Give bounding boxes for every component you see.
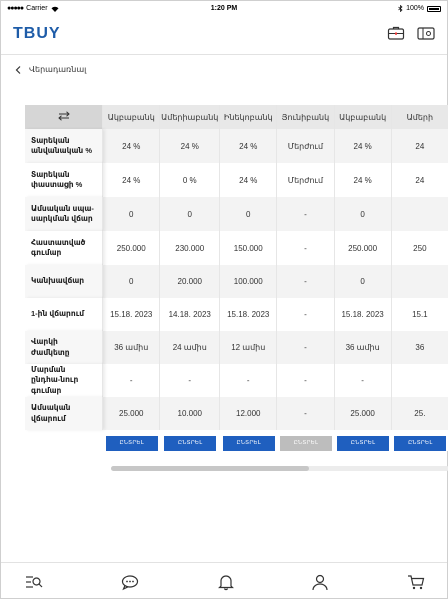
table-cell: 25.000 [103,397,160,430]
table-cell: 24 ամիս [160,331,220,364]
briefcase-icon[interactable] [387,25,405,41]
table-row [25,163,448,197]
bank-column-header: Ակբաբանկ [335,105,392,129]
row-label: Ամսական սպա-սարկման վճար [25,197,103,231]
table-cell: 24 [392,129,448,163]
table-cell: 25. [392,397,448,430]
table-row [25,265,448,298]
table-cell: - [277,298,334,331]
table-cell: - [335,364,392,397]
app-header [1,17,447,55]
table-row [25,197,448,231]
table-cell: 25.000 [335,397,392,430]
table-cell: 12 ամիս [220,331,277,364]
table-cell: 20.000 [160,265,220,298]
table-cell: 14.18. 2023 [160,298,220,331]
bank-column-header: Ակբաբանկ [103,105,160,129]
table-cell: - [220,364,277,397]
chevron-left-icon [15,66,21,74]
table-cell: 24 [392,163,448,197]
table-cell: 0 % [160,163,220,197]
row-label: Հաստատված գումար [25,231,103,265]
table-cell: 24 % [335,163,392,197]
bank-column-header: Յունիբանկ [277,105,334,129]
table-cell [392,364,448,397]
battery-percent: 100% [406,5,424,12]
table-row [25,397,448,430]
table-cell: 0 [335,197,392,231]
row-label: Տարեկան փաստացի % [25,163,103,197]
row-label: Ամսական վճարում [25,397,103,430]
table-cell: 24 % [103,129,160,163]
table-row [25,364,448,397]
table-cell: 0 [220,197,277,231]
bell-icon[interactable] [217,573,235,591]
cart-icon[interactable] [407,573,425,591]
bank-column-header: Ամերի [392,105,448,129]
table-cell: - [103,364,160,397]
logo[interactable]: TBUY [13,25,61,42]
back-link[interactable] [15,65,86,74]
table-cell: 250.000 [335,231,392,265]
row-label: Տարեկան անվանական % [25,129,103,163]
select-button[interactable]: ԸՆՏՐԵԼ [223,436,275,451]
compare-header-cell [25,105,103,129]
search-list-icon[interactable] [25,573,43,591]
table-cell: - [160,364,220,397]
back-label: Վերադառնալ [29,65,87,74]
table-cell [392,197,448,231]
status-bar [1,1,447,17]
table-cell: Մերժում [277,129,334,163]
table-cell: Մերժում [277,163,334,197]
table-cell: 100.000 [220,265,277,298]
bank-column-header: Ամերիաբանկ [160,105,220,129]
carrier-label: Carrier [26,5,48,12]
table-cell: 24 % [160,129,220,163]
select-button[interactable]: ԸՆՏՐԵԼ [106,436,158,451]
table-cell: 24 % [220,163,277,197]
table-row [25,231,448,265]
table-row [25,298,448,331]
select-button[interactable]: ԸՆՏՐԵԼ [394,436,446,451]
table-cell: 250 [392,231,448,265]
table-row [25,129,448,163]
select-button-row [25,430,448,451]
scrollbar-thumb[interactable] [111,466,309,471]
table-cell: - [277,331,334,364]
battery-icon [427,6,441,12]
select-button: ԸՆՏՐԵԼ [280,436,332,451]
table-cell: 0 [335,265,392,298]
bluetooth-icon [398,5,403,12]
table-cell: 230.000 [160,231,220,265]
signal-icon: ●●●●● [7,5,24,12]
table-cell: 15.18. 2023 [335,298,392,331]
table-cell: 24 % [103,163,160,197]
table-cell: 36 ամիս [335,331,392,364]
row-label: Վարկի ժամկետը [25,331,103,364]
table-cell: 0 [160,197,220,231]
table-cell: 250.000 [103,231,160,265]
table-cell: 0 [103,197,160,231]
table-cell: 150.000 [220,231,277,265]
table-cell: 10.000 [160,397,220,430]
table-cell: 15.18. 2023 [103,298,160,331]
table-cell: - [277,397,334,430]
row-label: Մարման ընդհա-նուր գումար [25,364,103,397]
table-cell: - [277,265,334,298]
table-cell: 36 [392,331,448,364]
table-cell: 36 ամիս [103,331,160,364]
comparison-table [25,105,448,451]
table-row [25,331,448,364]
table-cell: - [277,197,334,231]
table-cell: - [277,231,334,265]
empty-cell [25,430,103,451]
chat-icon[interactable] [121,573,139,591]
row-label: 1-ին վճարում [25,298,103,331]
credit-card-icon[interactable] [417,25,435,41]
select-button[interactable]: ԸՆՏՐԵԼ [337,436,389,451]
table-cell: - [277,364,334,397]
table-cell [392,265,448,298]
status-time: 1:20 PM [210,5,238,12]
row-label: Կանխավճար [25,265,103,298]
compare-icon[interactable] [58,111,70,121]
table-cell: 24 % [220,129,277,163]
table-cell: 12.000 [220,397,277,430]
table-cell: 24 % [335,129,392,163]
bank-column-header: Ինեկոբանկ [220,105,277,129]
table-cell: 0 [103,265,160,298]
horizontal-scrollbar[interactable] [111,466,448,471]
select-button[interactable]: ԸՆՏՐԵԼ [164,436,216,451]
table-cell: 15.18. 2023 [220,298,277,331]
bottom-nav [1,562,447,598]
user-icon[interactable] [311,573,329,591]
table-cell: 15.1 [392,298,448,331]
